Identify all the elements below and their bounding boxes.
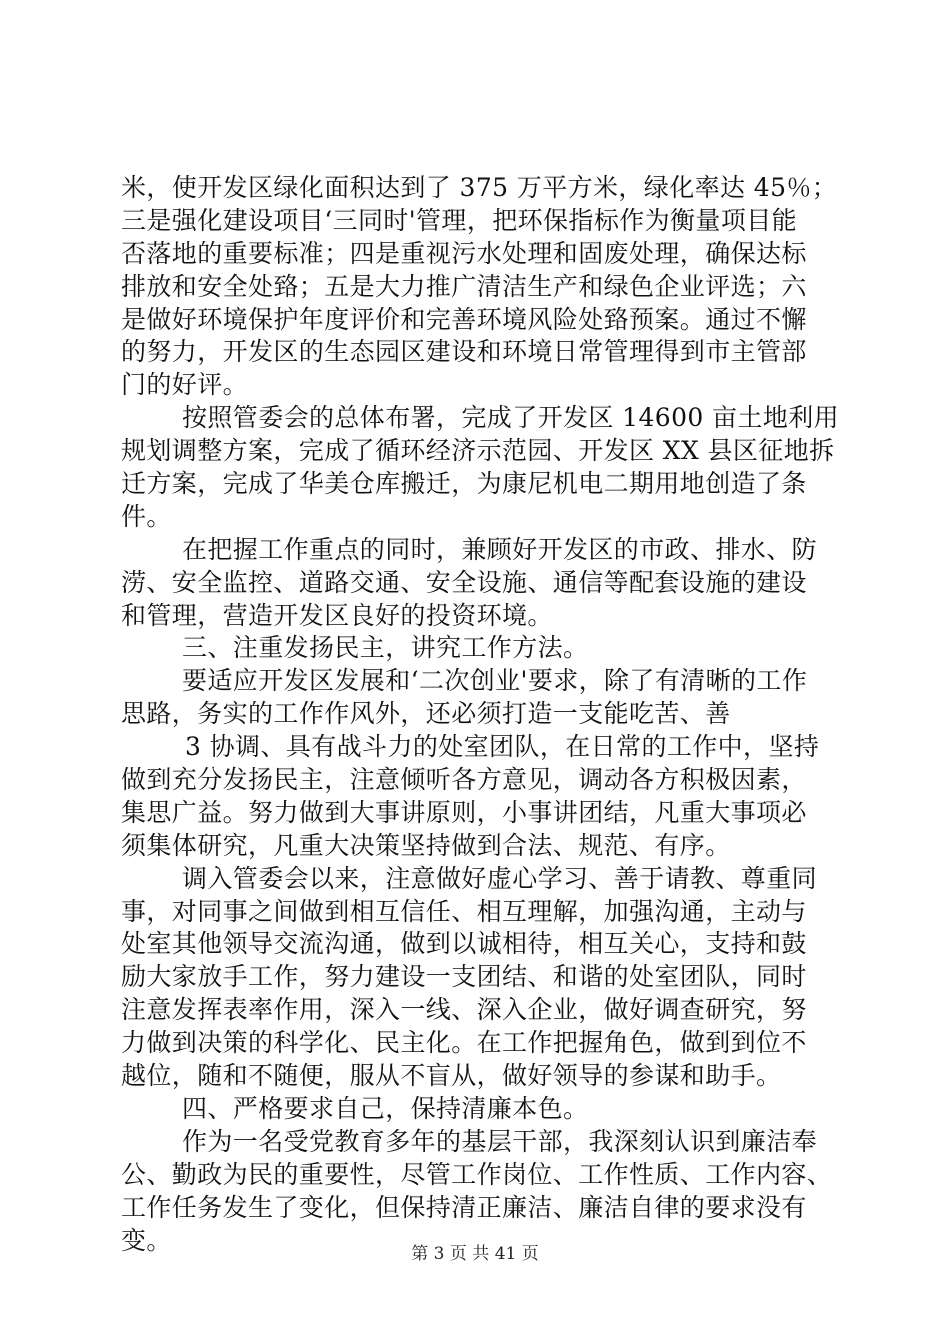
text-line: 事，对同事之间做到相互信任、相互理解，加强沟通，主动与 bbox=[121, 896, 807, 926]
text-line: 工作任务发生了变化，但保持清正廉洁、廉洁自律的要求没有 bbox=[121, 1192, 807, 1222]
paragraph-start-line: 要适应开发区发展和‘二次创业'要求，除了有清晰的工作 bbox=[182, 666, 808, 696]
text-line: 变。 bbox=[121, 1225, 172, 1255]
text-line: 门的好评。 bbox=[121, 370, 249, 400]
text-line: 和管理，营造开发区良好的投资环境。 bbox=[121, 600, 553, 630]
document-body bbox=[121, 172, 840, 1257]
text-line: 否落地的重要标准；四是重视污水处理和固废处理，确保达标 bbox=[121, 238, 807, 268]
text-line: 集思广益。努力做到大事讲原则，小事讲团结，凡重大事项必 bbox=[121, 797, 807, 827]
text-line: 处室其他领导交流沟通，做到以诚相待，相互关心，支持和鼓 bbox=[121, 929, 807, 959]
text-line: 件。 bbox=[121, 501, 172, 531]
text-line: 的努力，开发区的生态园区建设和环境日常管理得到市主管部 bbox=[121, 337, 807, 367]
text-line: 规划调整方案，完成了循环经济示范园、开发区 XX 县区征地拆 bbox=[121, 436, 835, 466]
section-heading: 四、严格要求自己，保持清廉本色。 bbox=[182, 1093, 589, 1123]
text-line: 注意发挥表率作用，深入一线、深入企业，做好调查研究，努 bbox=[121, 995, 807, 1025]
paragraph-start-line: 按照管委会的总体布署，完成了开发区 14600 亩土地利用 bbox=[182, 403, 840, 433]
section-heading: 三、注重发扬民主，讲究工作方法。 bbox=[182, 633, 589, 663]
paragraph-start-line: 3 协调、具有战斗力的处室团队，在日常的工作中，坚持 bbox=[185, 732, 820, 762]
text-line: 迁方案，完成了华美仓库搬迁，为康尼机电二期用地创造了条 bbox=[121, 469, 807, 499]
text-line: 涝、安全监控、道路交通、安全设施、通信等配套设施的建设 bbox=[121, 567, 807, 597]
paragraph-start-line: 在把握工作重点的同时，兼顾好开发区的市政、排水、防 bbox=[182, 534, 818, 564]
text-line: 排放和安全处臵；五是大力推广清洁生产和绿色企业评选；六 bbox=[121, 271, 807, 301]
paragraph-start-line: 调入管委会以来，注意做好虚心学习、善于请教、尊重同 bbox=[182, 863, 818, 893]
text-line: 力做到决策的科学化、民主化。在工作把握角色，做到到位不 bbox=[121, 1028, 807, 1058]
page-number-footer: 第 3 页 共 41 页 bbox=[411, 1244, 539, 1264]
text-line: 三是强化建设项目‘三同时'管理，把环保指标作为衡量项目能 bbox=[121, 205, 798, 235]
text-line: 米，使开发区绿化面积达到了 375 万平方米，绿化率达 45％； bbox=[121, 173, 838, 202]
text-line: 是做好环境保护年度评价和完善环境风险处臵预案。通过不懈 bbox=[121, 304, 807, 334]
text-line: 须集体研究，凡重大决策坚持做到合法、规范、有序。 bbox=[121, 830, 731, 860]
paragraph-start-line: 作为一名受党教育多年的基层干部，我深刻认识到廉洁奉 bbox=[182, 1126, 818, 1156]
text-line: 思路，务实的工作作风外，还必须打造一支能吃苦、善 bbox=[121, 699, 731, 729]
text-line: 做到充分发扬民主，注意倾听各方意见，调动各方积极因素， bbox=[121, 765, 807, 795]
text-line: 励大家放手工作，努力建设一支团结、和谐的处室团队，同时 bbox=[121, 962, 807, 992]
text-line: 公、勤政为民的重要性，尽管工作岗位、工作性质、工作内容、 bbox=[121, 1159, 833, 1189]
text-line: 越位，随和不随便，服从不盲从，做好领导的参谋和助手。 bbox=[121, 1061, 782, 1091]
